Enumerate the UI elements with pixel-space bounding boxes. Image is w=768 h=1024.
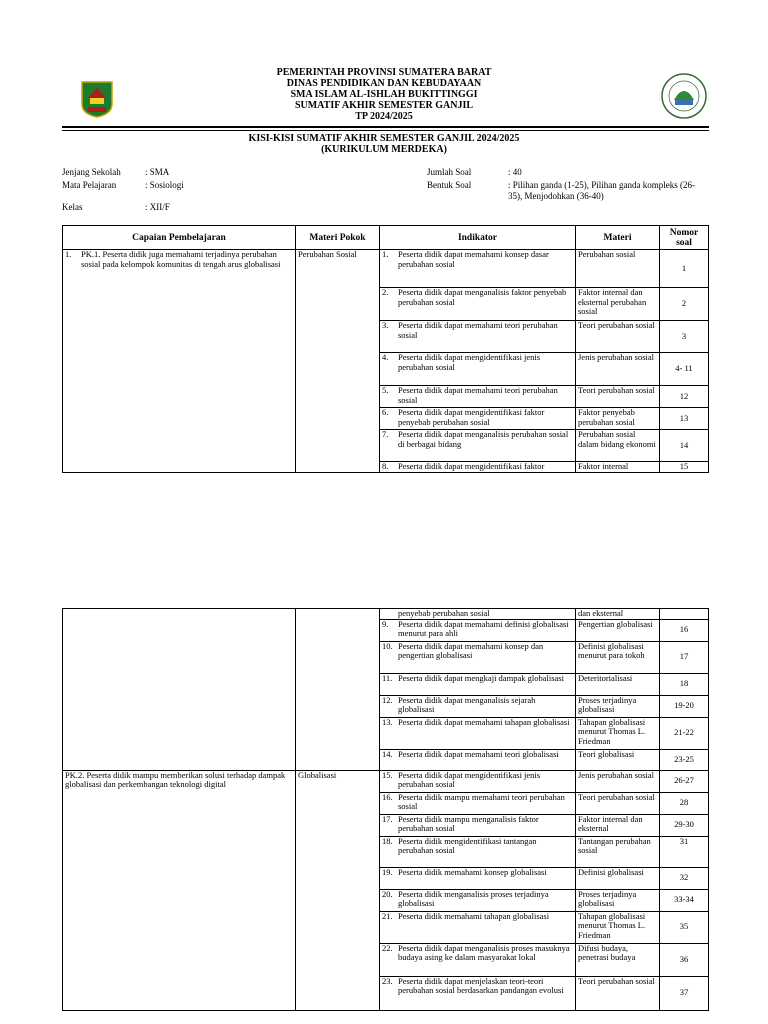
materi-cell: Teori perubahan sosial xyxy=(576,792,660,814)
materi-cell: Faktor internal dan eksternal perubahan sosial xyxy=(576,288,660,321)
materi-cell: Jenis perubahan sosial xyxy=(576,770,660,792)
bentuk-label: Bentuk Soal xyxy=(427,180,472,190)
indikator-cell: 18. Peserta didik mengidentifikasi tantangan perubahan sosial xyxy=(380,836,576,867)
nomor-cell: 26-27 xyxy=(660,770,709,792)
indikator-cell: 9. Peserta didik dapat memahami definisi globalisasi menurut para ahli xyxy=(380,619,576,641)
materi-cell: dan eksternal xyxy=(576,609,660,620)
indikator-cell: 5. Peserta didik dapat memahami teori perubahan sosial xyxy=(380,386,576,408)
bentuk-value: : Pilihan ganda (1-25), Pilihan ganda kompleks (26-35), Menjodohkan (36-40) xyxy=(508,180,695,201)
nomor-cell: 19-20 xyxy=(660,695,709,717)
header-materi: Materi xyxy=(576,226,660,250)
nomor-cell: 36 xyxy=(660,943,709,976)
indikator-cell: 13. Peserta didik dapat memahami tahapan globalisasi xyxy=(380,717,576,749)
cp-cell-1 xyxy=(63,250,296,473)
materi-cell: Tahapan globalisasi menurut Thomas L. Friedman xyxy=(576,911,660,943)
materi-cell: Definisi globalisasi xyxy=(576,867,660,889)
letterhead-line-5: TP 2024/2025 xyxy=(355,111,413,122)
indikator-cell: 19. Peserta didik memahami konsep globalisasi xyxy=(380,867,576,889)
materi-pokok-cell: Perubahan Sosial xyxy=(296,250,380,473)
materi-cell: Teori perubahan sosial xyxy=(576,386,660,408)
nomor-cell: 2 xyxy=(660,288,709,321)
kelas-value: : XII/F xyxy=(145,202,170,212)
mapel-label: Mata Pelajaran xyxy=(62,180,117,190)
letterhead-line-2: DINAS PENDIDIKAN DAN KEBUDAYAAN xyxy=(286,78,482,89)
indikator-cell: 15. Peserta didik dapat mengidentifikasi jenis perubahan sosial xyxy=(380,770,576,792)
nomor-cell: 21-22 xyxy=(660,717,709,749)
indikator-cell: 22. Peserta didik dapat menganalisis proses masuknya budaya asing ke dalam masyarakat lokal xyxy=(380,943,576,976)
indikator-cell: 12. Peserta didik dapat menganalisis sejarah globalisasi xyxy=(380,695,576,717)
materi-pokok-cell-2: Globalisasi xyxy=(296,770,380,1010)
materi-cell: Tantangan perubahan sosial xyxy=(576,836,660,867)
materi-cell: Faktor internal dan eksternal xyxy=(576,814,660,836)
nomor-cell xyxy=(660,609,709,620)
mapel-value: : Sosiologi xyxy=(145,180,184,190)
nomor-cell: 16 xyxy=(660,619,709,641)
indikator-cell: 1. Peserta didik dapat memahami konsep dasar perubahan sosial xyxy=(380,250,576,288)
header-cp: Capaian Pembelajaran xyxy=(63,226,296,250)
materi-cell: Difusi budaya, penetrasi budaya xyxy=(576,943,660,976)
document-title: KISI-KISI SUMATIF AKHIR SEMESTER GANJIL 2024/2025 xyxy=(248,133,520,144)
nomor-cell: 14 xyxy=(660,430,709,462)
indikator-cell: 23. Peserta didik dapat menjelaskan teori-teori perubahan sosial berdasarkan pandangan evolusi xyxy=(380,976,576,1010)
nomor-cell: 33-34 xyxy=(660,889,709,911)
nomor-cell: 29-30 xyxy=(660,814,709,836)
indikator-cell: 2. Peserta didik dapat menganalisis faktor penyebab perubahan sosial xyxy=(380,288,576,321)
materi-cell: Proses terjadinya globalisasi xyxy=(576,695,660,717)
nomor-cell: 13 xyxy=(660,408,709,430)
nomor-cell: 4- 11 xyxy=(660,353,709,386)
cp-cell-empty xyxy=(63,609,296,771)
nomor-cell: 31 xyxy=(660,836,709,867)
materi-cell: Faktor internal xyxy=(576,462,660,473)
cp-cell-2: PK.2. Peserta didik mampu memberikan solusi terhadap dampak globalisasi dan perkembangan teknologi digital xyxy=(63,770,296,1010)
kisi-kisi-table-page-2 xyxy=(62,608,709,1011)
indikator-cell: 6. Peserta didik dapat mengidentifikasi faktor penyebab perubahan sosial xyxy=(380,408,576,430)
indikator-cell: 21. Peserta didik memahami tahapan globalisasi xyxy=(380,911,576,943)
cp-number: 1. xyxy=(65,249,72,259)
jenjang-value: : SMA xyxy=(145,167,170,177)
indikator-cell: 20. Peserta didik menganalisis proses terjadinya globalisasi xyxy=(380,889,576,911)
cp-text: PK.1. Peserta didik juga memahami terjadinya perubahan sosial pada kelompok komunitas di tengah arus globalisasi xyxy=(81,249,281,269)
document-title-block xyxy=(200,133,568,155)
indikator-cell: 8. Peserta didik dapat mengidentifikasi faktor xyxy=(380,462,576,473)
materi-cell: Pengertian globalisasi xyxy=(576,619,660,641)
nomor-cell: 35 xyxy=(660,911,709,943)
indikator-cell: 3. Peserta didik dapat memahami teori perubahan sosial xyxy=(380,321,576,353)
letterhead xyxy=(200,67,568,122)
header-rule-thick xyxy=(62,126,709,128)
materi-cell: Jenis perubahan sosial xyxy=(576,353,660,386)
jumlah-label: Jumlah Soal xyxy=(427,167,472,177)
materi-cell: Perubahan sosial dalam bidang ekonomi xyxy=(576,430,660,462)
indikator-cell: 11. Peserta didik dapat mengkaji dampak globalisasi xyxy=(380,673,576,695)
document-subtitle: (KURIKULUM MERDEKA) xyxy=(321,144,447,155)
nomor-cell: 18 xyxy=(660,673,709,695)
nomor-cell: 28 xyxy=(660,792,709,814)
table-row xyxy=(63,250,709,288)
materi-cell: Definisi globalisasi menurut para tokoh xyxy=(576,641,660,673)
indikator-cell: 17. Peserta didik mampu menganalisis faktor perubahan sosial xyxy=(380,814,576,836)
school-logo xyxy=(660,72,708,120)
letterhead-line-1: PEMERINTAH PROVINSI SUMATERA BARAT xyxy=(276,67,492,78)
nomor-cell: 15 xyxy=(660,462,709,473)
table-row xyxy=(63,770,709,792)
materi-cell: Perubahan sosial xyxy=(576,250,660,288)
materi-cell: Teori perubahan sosial xyxy=(576,321,660,353)
indikator-cell: 7. Peserta didik dapat menganalisis perubahan sosial di berbagai bidang xyxy=(380,430,576,462)
nomor-cell: 1 xyxy=(660,250,709,288)
letterhead-line-4: SUMATIF AKHIR SEMESTER GANJIL xyxy=(294,100,474,111)
nomor-cell: 12 xyxy=(660,386,709,408)
letterhead-line-3: SMA ISLAM AL-ISHLAH BUKITTINGGI xyxy=(290,89,478,100)
indikator-cell: 4. Peserta didik dapat mengidentifikasi jenis perubahan sosial xyxy=(380,353,576,386)
table-row-continued xyxy=(63,609,709,620)
indikator-cell: 14. Peserta didik dapat memahami teori globalisasi xyxy=(380,749,576,770)
materi-cell: Teori globalisasi xyxy=(576,749,660,770)
province-logo xyxy=(80,80,114,118)
jenjang-label: Jenjang Sekolah xyxy=(62,167,121,177)
materi-pokok-cell-empty xyxy=(296,609,380,771)
indikator-cell: penyebab perubahan sosial xyxy=(380,609,576,620)
indikator-cell: 10. Peserta didik dapat memahami konsep dan pengertian globalisasi xyxy=(380,641,576,673)
materi-cell: Faktor penyebab perubahan sosial xyxy=(576,408,660,430)
nomor-cell: 23-25 xyxy=(660,749,709,770)
materi-cell: Proses terjadinya globalisasi xyxy=(576,889,660,911)
nomor-cell: 3 xyxy=(660,321,709,353)
kelas-label: Kelas xyxy=(62,202,83,212)
header-indikator: Indikator xyxy=(380,226,576,250)
materi-cell: Tahapan globalisasi menurut Thomas L. Friedman xyxy=(576,717,660,749)
table-header-row xyxy=(63,226,709,250)
materi-cell: Teori perubahan sosial xyxy=(576,976,660,1010)
header-rule-thin xyxy=(62,130,709,131)
nomor-cell: 17 xyxy=(660,641,709,673)
nomor-cell: 32 xyxy=(660,867,709,889)
indikator-cell: 16. Peserta didik mampu memahami teori perubahan sosial xyxy=(380,792,576,814)
nomor-cell: 37 xyxy=(660,976,709,1010)
kisi-kisi-table-page-1 xyxy=(62,225,709,473)
header-materi-pokok: Materi Pokok xyxy=(296,226,380,250)
materi-cell: Deteritorialisasi xyxy=(576,673,660,695)
jumlah-value: : 40 xyxy=(508,167,522,177)
header-nomor: Nomor soal xyxy=(660,226,709,250)
